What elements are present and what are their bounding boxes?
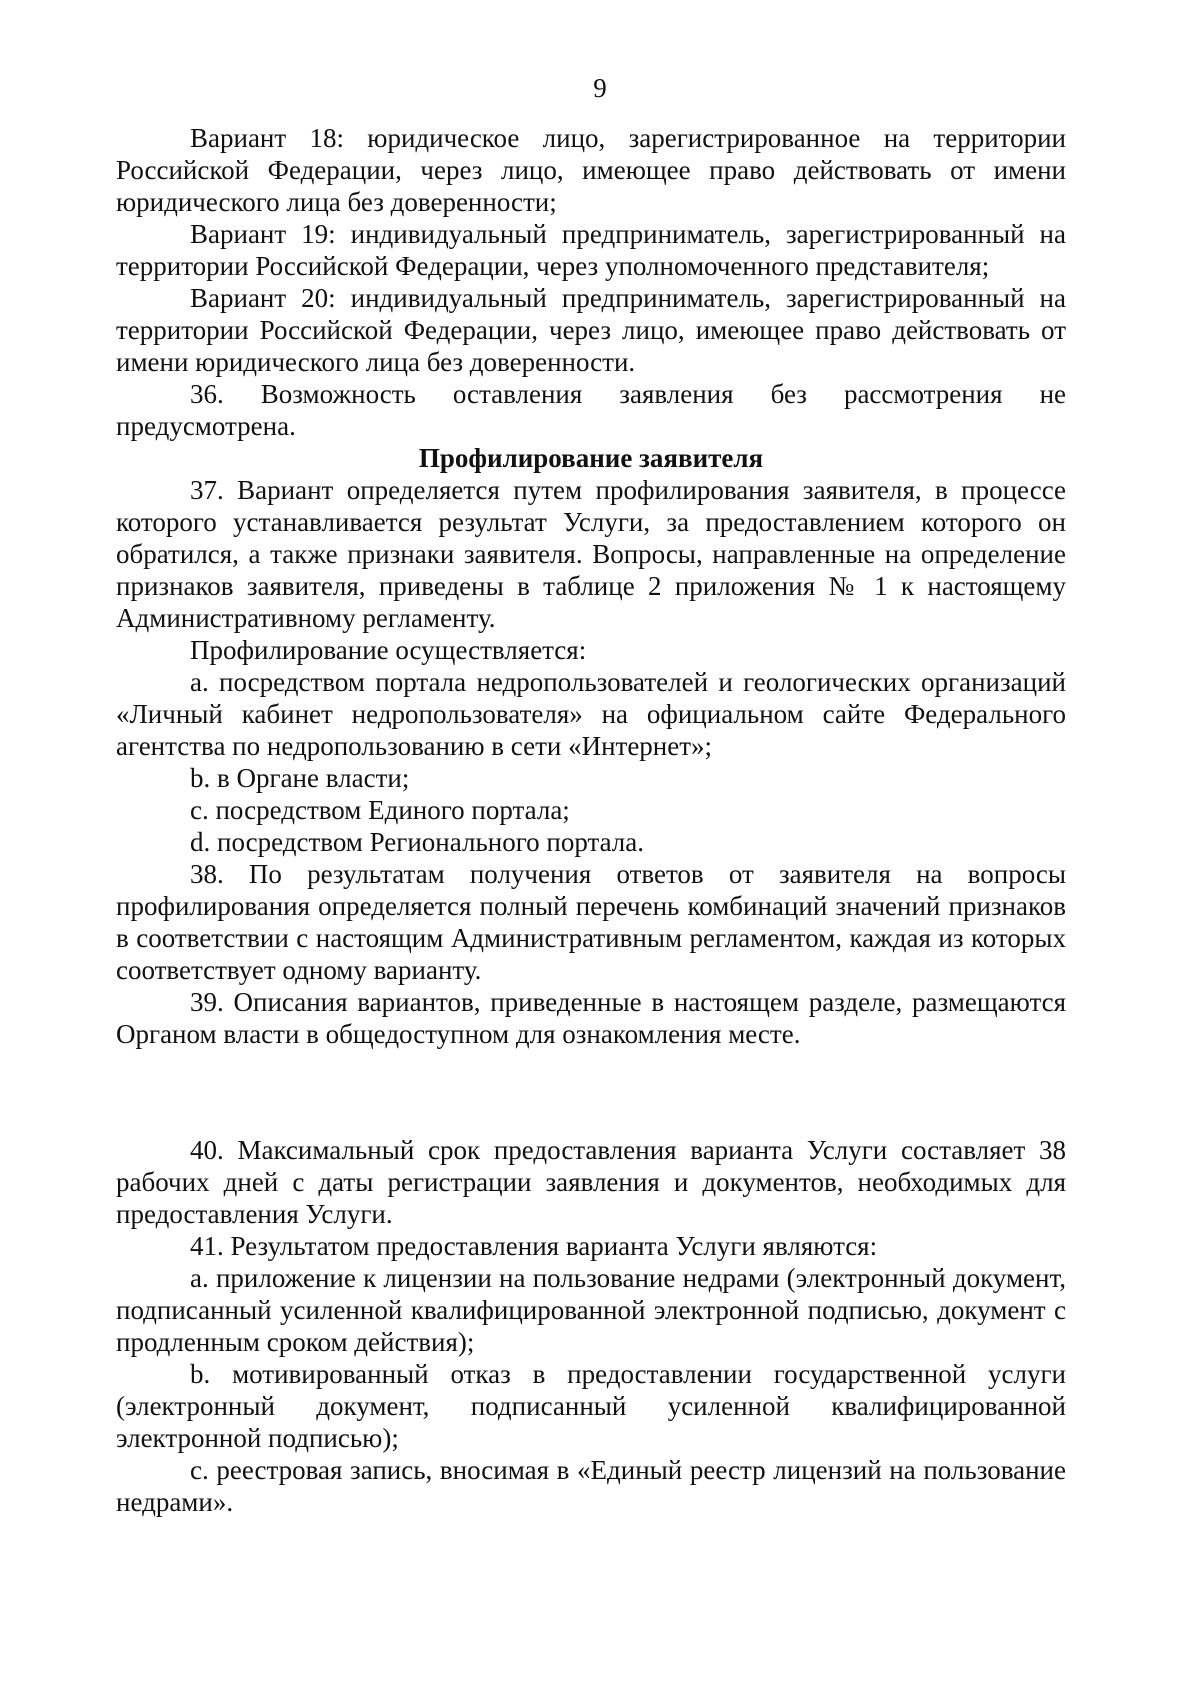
result-item-a: a. приложение к лицензии на пользование недрами (электронный документ, подписанный усиленной квалифицированной электронной подписью, документ с продленным сроком действия); [116, 1263, 1066, 1357]
list-item-c: c. посредством Единого портала; [190, 795, 570, 825]
result-item-b: b. мотивированный отказ в предоставлении государственной услуги (электронный документ, подписанный усиленной квалифицированной электронной подписью); [116, 1359, 1066, 1453]
list-item-a: a. посредством портала недропользователей и геологических организаций «Личный кабинет недропользователя» на официальном сайте Федерального агентства по недропользованию в сети «Интернет»; [116, 667, 1066, 761]
paragraph-39: 39. Описания вариантов, приведенные в настоящем разделе, размещаются Органом власти в общедоступном для ознакомления месте. [116, 987, 1066, 1049]
list-item-b: b. в Органе власти; [190, 763, 410, 793]
paragraph-variant-19: Вариант 19: индивидуальный предприниматель, зарегистрированный на территории Российской Федерации, через уполномоченного представителя; [116, 219, 1066, 281]
paragraph-variant-18: Вариант 18: юридическое лицо, зарегистрированное на территории Российской Федерации, через лицо, имеющее право действовать от имени юридического лица без доверенности; [116, 123, 1066, 217]
section-heading: Профилирование заявителя [418, 443, 764, 473]
paragraph-36: 36. Возможность оставления заявления без рассмотрения не предусмотрена. [116, 379, 1066, 441]
main-text-block [116, 122, 1066, 1050]
paragraph-37: 37. Вариант определяется путем профилирования заявителя, в процессе которого устанавливается результат Услуги, за предоставлением которого он обратился, а также признаки заявителя. Вопросы, направленные на определение признаков заявителя, приведены в таблице 2 приложения № 1 к настоящему Административному регламенту. [116, 475, 1066, 633]
page-number: 9 [593, 73, 607, 103]
lower-text-block [116, 1134, 1066, 1518]
list-item-d: d. посредством Регионального портала. [190, 827, 645, 857]
paragraph-variant-20: Вариант 20: индивидуальный предприниматель, зарегистрированный на территории Российской Федерации, через лицо, имеющее право действовать от имени юридического лица без доверенности. [116, 283, 1066, 377]
paragraph-38: 38. По результатам получения ответов от заявителя на вопросы профилирования определяется полный перечень комбинаций значений признаков в соответствии с настоящим Административным регламентом, каждая из которых соответствует одному варианту. [116, 859, 1066, 985]
paragraph-41: 41. Результатом предоставления варианта Услуги являются: [190, 1231, 878, 1261]
paragraph-profiling-intro: Профилирование осуществляется: [190, 635, 587, 665]
result-item-c: c. реестровая запись, вносимая в «Единый реестр лицензий на пользование недрами». [116, 1455, 1066, 1517]
paragraph-40: 40. Максимальный срок предоставления варианта Услуги составляет 38 рабочих дней с даты регистрации заявления и документов, необходимых для предоставления Услуги. [116, 1135, 1066, 1229]
